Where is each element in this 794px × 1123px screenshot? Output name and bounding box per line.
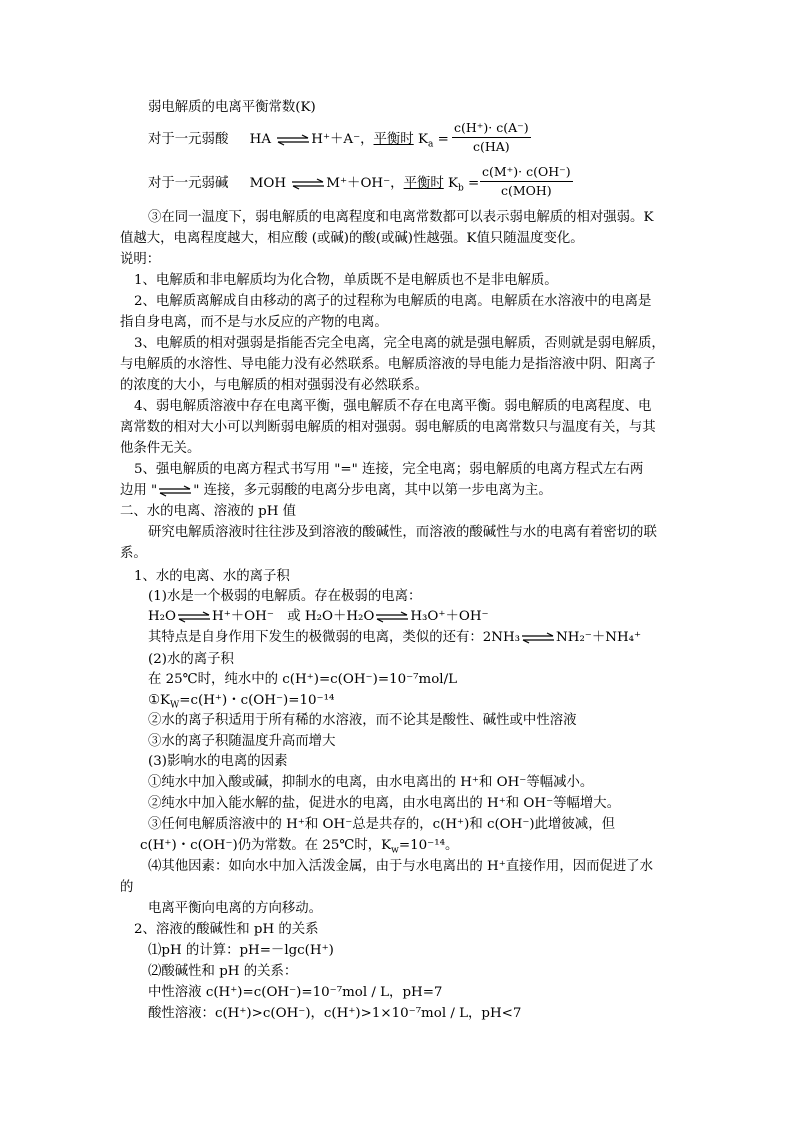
equilibrium-arrow-icon — [375, 611, 409, 623]
acid-numerator: c(H⁺)· c(A⁻) — [452, 119, 531, 138]
acid-eq-left: HA — [249, 132, 271, 147]
explain-p3-l1: 3、电解质的相对强弱是指能否完全电离，完全电离的就是强电解质，否则就是弱电解质， — [134, 336, 665, 351]
eq1-c: H₃O⁺＋OH⁻ — [410, 609, 489, 624]
base-balance: 平衡时 — [403, 176, 444, 191]
s2-title: 2、溶液的酸碱性和 pH 的关系 — [134, 922, 319, 937]
equilibrium-arrow-icon — [158, 485, 192, 497]
explain-p1: 1、电解质和非电解质均为化合物，单质既不是电解质也不是非电解质。 — [134, 273, 558, 288]
acid-K: K — [417, 132, 428, 147]
acid-equation-line: 对于一元弱酸 HA H⁺＋A⁻，平衡时 $K_a$ = — [148, 132, 449, 150]
section2-title: 二、水的电离、溶液的 pH 值 — [120, 504, 297, 519]
eq1-b: H⁺＋OH⁻ 或 H₂O＋H₂O — [212, 609, 375, 624]
base-equation-line: 对于一元弱碱 MOH M⁺＋OH⁻，平衡时 $K_b$ = — [148, 176, 480, 194]
section2-intro-l2: 系。 — [120, 546, 147, 561]
explain-p3-l3: 的浓度的大小，与电解质的相对强弱没有必然联系。 — [120, 378, 428, 393]
equilibrium-arrow-icon — [177, 611, 211, 623]
acid-balance: 平衡时 — [373, 132, 414, 147]
explain-p5-l2 — [120, 481, 552, 501]
f3-l2sub: w — [391, 845, 399, 856]
base-K: K — [448, 176, 459, 191]
explain-p4-l3: 他条件无关。 — [120, 441, 201, 456]
acid-eq-right: H⁺＋A⁻， — [311, 132, 374, 147]
kw3-line: ③水的离子积随温度升高而增大 — [148, 734, 336, 749]
acid-K-sub: a — [427, 139, 434, 150]
factor-2: ②纯水中加入能水解的盐，促进水的电离，由水电离出的 H⁺和 OH⁻等幅增大。 — [148, 796, 621, 811]
explain-p5-l2a: 边用 " — [120, 483, 158, 498]
s1-b: (2)水的离子积 — [148, 652, 234, 667]
explain-p3-l2: 与电解质的水溶性、导电能力没有必然联系。电解质溶液的导电能力是指溶液中阴、阳离子 — [120, 357, 656, 372]
equilibrium-arrow-icon — [291, 178, 325, 190]
acid-label: 对于一元弱酸 — [148, 132, 229, 147]
base-fraction — [480, 163, 573, 200]
factor-4-l3: 电离平衡向电离的方向移动。 — [148, 901, 323, 916]
s1-title: 1、水的电离、水的离子积 — [134, 569, 290, 584]
note3-line2: 值越大，电离程度越大，相应酸 (或碱)的酸(或碱)性越强。K值只随温度变化。 — [120, 231, 584, 246]
base-denominator: c(MOH) — [500, 183, 552, 198]
note3-line1: ③在同一温度下，弱电解质的电离程度和电离常数都可以表示弱电解质的相对强弱。K — [148, 210, 654, 225]
feature-line — [148, 628, 641, 648]
f3-l2a: c(H⁺)・c(OH⁻)仍为常数。在 25℃时，K — [140, 838, 392, 853]
feature-a: 其特点是自身作用下发生的极微弱的电离，类似的还有：2NH₃ — [148, 630, 521, 645]
kw1-sub: W — [170, 700, 180, 711]
s1-c: (3)影响水的电离的因素 — [148, 754, 288, 769]
acidic-solution: 酸性溶液：c(H⁺)>c(OH⁻)，c(H⁺)>1×10⁻⁷mol / L，pH<7 — [148, 1006, 522, 1021]
kw1-b: =c(H⁺)・c(OH⁻)=10⁻¹⁴ — [179, 693, 335, 708]
at25-line: 在 25℃时，纯水中的 c(H⁺)=c(OH⁻)=10⁻⁷mol/L — [148, 672, 457, 687]
base-eq-left: MOH — [249, 176, 287, 191]
f3-l2b: =10⁻¹⁴。 — [398, 838, 459, 853]
explain-p4-l2: 离常数的相对大小可以判断弱电解质的相对强弱。弱电解质的电离常数只与温度有关，与其 — [120, 420, 656, 435]
explain-p2-l2: 指自身电离，而不是与水反应的产物的电离。 — [120, 315, 388, 330]
water-ionization-equation — [148, 607, 489, 627]
base-eq-right: M⁺＋OH⁻， — [326, 176, 404, 191]
equilibrium-arrow-icon — [521, 632, 555, 644]
ph-relation: ⑵酸碱性和 pH 的关系： — [148, 964, 298, 979]
factor-3-l1: ③任何电解质溶液中的 H⁺和 OH⁻总是共存的，c(H⁺)和 c(OH⁻)此增彼减，但 — [148, 817, 615, 832]
base-numerator: c(M⁺)· c(OH⁻) — [480, 163, 573, 182]
factor-1: ①纯水中加入酸或碱，抑制水的电离，由水电离出的 H⁺和 OH⁻等幅减小。 — [148, 775, 594, 790]
ph-calc: ⑴pH 的计算：pH=－lgc(H⁺) — [148, 943, 334, 958]
equilibrium-arrow-icon — [276, 134, 310, 146]
s1-a: (1)水是一个极弱的电解质。存在极弱的电离： — [148, 589, 422, 604]
section2-intro-l1: 研究电解质溶液时往往涉及到溶液的酸碱性，而溶液的酸碱性与水的电离有着密切的联 — [148, 525, 657, 540]
base-K-sub: b — [458, 183, 464, 194]
base-label: 对于一元弱碱 — [148, 176, 229, 191]
acid-denominator: c(HA) — [472, 139, 510, 154]
explain-p4-l1: 4、弱电解质溶液中存在电离平衡，强电解质不存在电离平衡。弱电解质的电离程度、电 — [134, 399, 652, 414]
explain-title: 说明： — [120, 252, 161, 267]
explain-p2-l1: 2、电解质离解成自由移动的离子的过程称为电解质的电离。电解质在水溶液中的电离是 — [134, 294, 652, 309]
eq1-a: H₂O — [148, 609, 177, 624]
feature-b: NH₂⁻＋NH₄⁺ — [556, 630, 642, 645]
ka-title: 弱电解质的电离平衡常数(K) — [148, 100, 316, 115]
acid-fraction — [452, 119, 531, 156]
kw1: ①K — [148, 693, 171, 708]
factor-4-l1: ⑷其他因素：如向水中加入活泼金属，由于与水电离出的 H⁺直接作用，因而促进了水 — [148, 859, 654, 874]
explain-p5-l2b: " 连接，多元弱酸的电离分步电离，其中以第一步电离为主。 — [193, 483, 552, 498]
neutral-solution: 中性溶液 c(H⁺)=c(OH⁻)=10⁻⁷mol / L，pH=7 — [148, 985, 443, 1000]
explain-p5-l1: 5、强电解质的电离方程式书写用 "=" 连接，完全电离；弱电解质的电离方程式左右两 — [134, 462, 644, 477]
kw2-line: ②水的离子积适用于所有稀的水溶液，而不论其是酸性、碱性或中性溶液 — [148, 713, 577, 728]
factor-4-l2: 的 — [120, 880, 134, 895]
